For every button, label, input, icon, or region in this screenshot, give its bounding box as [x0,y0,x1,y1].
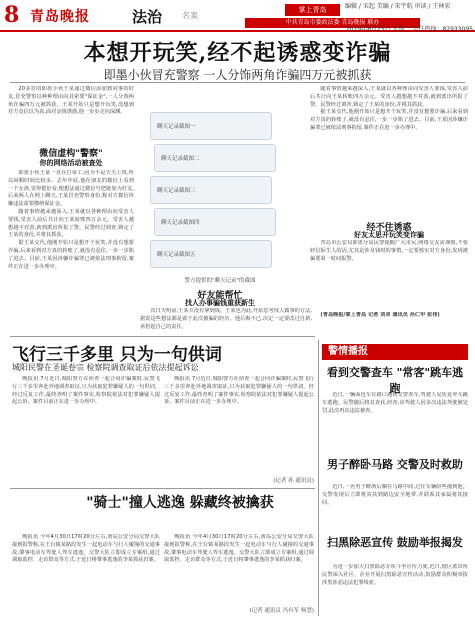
section-subtitle: 名案 [182,11,198,20]
column-1: 即墨小伙王某一直在打零工,因为不是天天上班,所以闲暇时间比较多。去年年底,他在朋友的微信上看到一个女孩,觉得挺好看,便想法通过微信号把她加为好友,后来两人在网上聊天,王某冒充警察身份,称对方微信涉嫌违法需要缴纳保证金。 随着事情越来越深入,王某就以各种理由向受害人要钱,受害人前后共计向王某转账四万余元。受害人越想越不对劲,就到派出所报了警。民警经过调查,锁定了王某的身份,并将其抓获。 据王某交代,他刚开始只是想开个玩笑,并没有想要诈骗,后来看到对方真的转账了,就没有忍住,一步一步陷了进去。目前,王某因涉嫌诈骗罪已被依法刑事拘留,案件正在进一步办理中。 [8,170,134,270]
alert-banner: 警情播报 [322,344,468,360]
chat-screenshot: 聊天记录截图一 [150,112,272,140]
box1-subtitle: 你的网络活动被查处 [39,159,103,167]
divider [10,82,465,83]
byline: (青岛晚报/掌上青岛 记者 刘卓 通讯员 孙仁甲 张伟) [320,312,440,318]
box3-title: 经不住诱惑 [366,223,412,233]
section-title: 法治 [132,8,163,26]
main-headline: 本想开玩笑,经不起诱惑变诈骗 [83,40,392,66]
column-5: 青岛市公安局即墨分局民警提醒广大市民,网络交友需谨慎,不要轻信陌生人的话,尤其是涉及钱财的事情,一定要核实对方身份,发现被骗要第一时间报警。 [310,240,468,262]
box2-title: 好友能帮忙 [197,291,243,301]
page-number: 8 [4,2,20,28]
story3-body-cont: 晚报讯 今年4月30日17时20分左右,黄岛公安分局交警大队接到报警称,在王台镇某路段发生一起电动车与行人碰撞的交通事故,肇事电动车驾驶人驾车逃逸。交警大队立即成立专案组,通过调取监控、走访群众等方式,于近日将肇事逃逸的李某抓获归案。 [164,534,314,564]
photo-caption: 警方提供的"聊天记录"的截图 [184,278,256,284]
divider [318,340,319,616]
sidebar-item1-title: 看到交警查车 "常客"跳车逃跑 [326,366,464,395]
lead-paragraph: 20多岁的即墨小伙王某通过微信添加到同事的好友,冒充警察以种种理由向其索要"保证金",一人分饰两角诈骗四万元被抓获。王某开始只是想开玩笑,没想到对方竟信以为真,面对金钱诱惑,他一步步走向深渊。 [8,86,134,116]
issue-date: 2019年6月25日 星期二 责任热线：82933095 [345,26,473,33]
sidebar-item2-body: 近日,一名男子醉酒后躺在马路中间,过往车辆险些撞到他。交警发现后立即将其扶到路边安全地带,并联系其家属将其接回。 [322,484,468,506]
box2-subtitle: 找人办事骗钱重获新生 [185,299,255,307]
chat-screenshot: 聊天记录截图五 [150,240,272,268]
story2-body-cont: 晚报讯 7月近日,城阳警方在侦查一起合同诈骗案时,民警飞行三千多里奔赴外地调查取证,只为获取犯罪嫌疑人的一句供词。经过反复工作,最终查明了案件事实,检察院依法对犯罪嫌疑人提起公诉。案件目前正在进一步办理中。 [164,376,314,406]
main-subhead: 即墨小伙冒充警察 一人分饰两角诈骗四万元被抓获 [103,68,372,82]
app-badge: 掌上青岛 [285,4,340,16]
story2-byline: (记者 孙 通讯员) [273,478,314,484]
sidebar-item3-title: 扫黑除恶宣传 鼓励举报揭发 [327,536,463,549]
slogan-banner: 中共青岛市委政法委 青岛晚报 联办 [245,18,420,28]
chat-screenshots [140,112,300,272]
sidebar-item2-title: 男子醉卧马路 交警及时救助 [327,458,463,471]
divider [10,336,315,337]
sidebar-item3-body: 为进一步加大扫黑除恶专项斗争宣传力度,近日,辖区派出所民警深入社区、企业开展扫黑除恶宣传活动,鼓励群众积极举报涉黑涉恶违法犯罪线索。 [322,564,468,586]
divider [10,488,315,489]
story3-byline: (记者 通讯员 冯有军 杨慧) [249,608,314,614]
newspaper-brand: 青岛晚报 [30,9,90,25]
column-4: 次日天明前,王某并没有拿到钱。王某也为此,开始思考找人做事的方法,据说这些想法都是源于此次被骗的经历。他后悔不已,决定一定要改过自新,承担起自己的责任。 [140,308,312,330]
sidebar-item1-body: 近日,一辆面包车在路口遇到交警查车,驾驶人见状竟弃车跳车逃跑。民警随后将其查获,经查,该驾驶人因多次违法驾驶被处罚,此次再次违法被查。 [322,392,468,414]
editor-credits: 编辑 / 宋起 美编 / 宋宇航 审读 / 王林宏 [345,3,451,10]
box1-title: 微信虚构"警察" [39,149,103,159]
column-right-top: 随着事情越来越深入,王某就以各种理由向受害人要钱,受害人前后共计向王某转账四万余元。受害人越想越不对劲,就到派出所报了警。民警经过调查,锁定了王某的身份,并将其抓获。 据王某交代,他刚开始只是想开个玩笑,并没有想要诈骗,后来看到对方真的转账了,就没有忍住,一步一步陷了进去。目前,王某因涉嫌诈骗罪已被依法刑事拘留,案件正在进一步办理中。 [310,86,468,131]
box3-subtitle: 好友太思开玩笑变诈骗 [354,231,424,239]
story2-body: 晚报讯 7月近日,城阳警方在侦查一起合同诈骗案时,民警飞行三千多里奔赴外地调查取证,只为获取犯罪嫌疑人的一句供词。经过反复工作,最终查明了案件事实,检察院依法对犯罪嫌疑人提起公诉。案件目前正在进一步办理中。 [12,376,160,406]
story2-headline: 飞行三千多里 只为一句供词 [12,345,222,365]
chat-screenshot: 聊天记录截图二 [154,144,276,172]
chat-screenshot: 聊天记录截图四 [154,208,276,236]
story3-body: 晚报讯 今年4月30日17时20分左右,黄岛公安分局交警大队接到报警称,在王台镇某路段发生一起电动车与行人碰撞的交通事故,肇事电动车驾驶人驾车逃逸。交警大队立即成立专案组,通过调取监控、走访群众等方式,于近日将肇事逃逸的李某抓获归案。 [12,534,160,564]
story2-subhead: 城阳民警在圣诞卷宗 检察院调查取证后依法提起诉讼 [12,363,199,372]
story3-headline: "骑士"撞人逃逸 躲藏终被擒获 [86,495,274,511]
chat-screenshot: 聊天记录截图三 [150,176,272,204]
